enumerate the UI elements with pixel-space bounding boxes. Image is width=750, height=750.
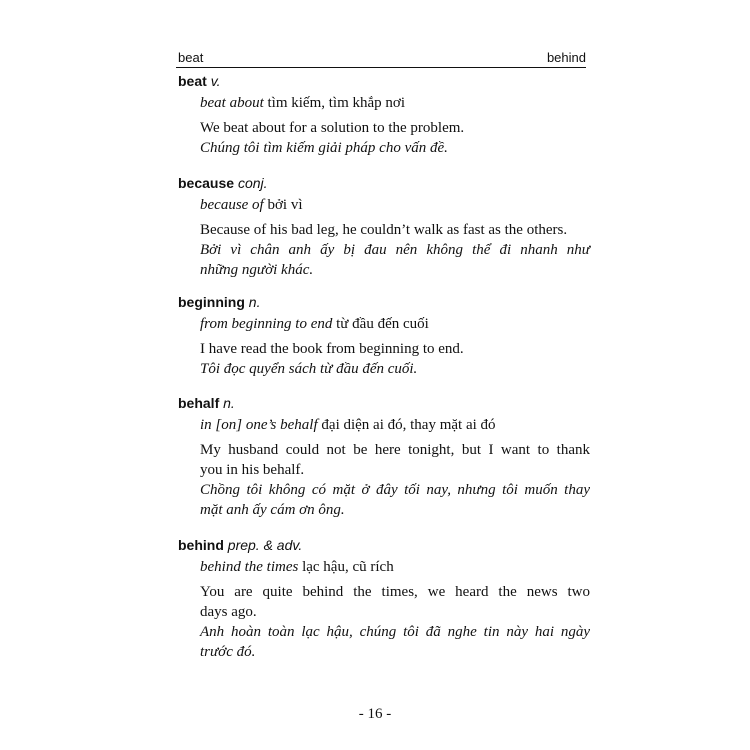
example-vietnamese-line-2: những người khác.	[200, 262, 314, 278]
example	[178, 440, 590, 520]
entry-beginning	[178, 293, 590, 379]
example	[178, 339, 590, 379]
idiom-meaning: bởi vì	[267, 197, 303, 213]
idiom-line	[178, 314, 590, 334]
header-rule	[176, 67, 586, 68]
idiom-meaning: từ đầu đến cuối	[336, 316, 429, 332]
headword-line	[178, 394, 590, 412]
part-of-speech: n.	[223, 395, 235, 411]
example-english: I have read the book from beginning to end.	[200, 341, 464, 357]
headword-line	[178, 72, 590, 90]
example-vietnamese-line-2: mặt anh ấy cám ơn ông.	[200, 502, 345, 518]
entry-behalf	[178, 394, 590, 520]
example-english-line-1: You are quite behind the times, we heard the news two	[200, 584, 590, 600]
idiom-line	[178, 93, 590, 113]
headword: behalf	[178, 395, 220, 411]
idiom-meaning: tìm kiếm, tìm khắp nơi	[267, 95, 406, 111]
idiom-phrase: because of	[200, 197, 264, 213]
idiom-phrase: from beginning to end	[200, 316, 333, 332]
idiom-phrase: in [on] one’s behalf	[200, 417, 318, 433]
example-vietnamese: Chúng tôi tìm kiếm giải pháp cho vấn đề.	[200, 140, 448, 156]
part-of-speech: n.	[248, 294, 261, 310]
idiom-line	[178, 195, 590, 215]
part-of-speech: conj.	[237, 175, 268, 191]
running-head-left: beat	[178, 50, 204, 65]
running-head	[178, 50, 586, 65]
entry-behind	[178, 536, 590, 662]
headword: beat	[178, 73, 207, 89]
example-english: We beat about for a solution to the problem.	[200, 120, 465, 136]
headword-line	[178, 536, 590, 554]
idiom-meaning: lạc hậu, cũ rích	[302, 559, 394, 575]
headword-line	[178, 174, 590, 192]
example-vietnamese-line-1: Chồng tôi không có mặt ở đây tối nay, nhưng tôi muốn thay	[200, 482, 590, 498]
example-english-line-1: My husband could not be here tonight, but I want to thank	[200, 442, 590, 458]
entry-because	[178, 174, 590, 280]
example-vietnamese-line-1: Anh hoàn toàn lạc hậu, chúng tôi đã nghe tin này hai ngày	[200, 624, 590, 640]
page-number: - 16 -	[358, 706, 392, 722]
idiom-meaning: đại diện ai đó, thay mặt ai đó	[321, 417, 496, 433]
part-of-speech: v.	[210, 73, 221, 89]
idiom-line	[178, 557, 590, 577]
entry-beat	[178, 72, 590, 158]
example-english-line-2: days ago.	[200, 604, 257, 620]
example-english-line-2: you in his behalf.	[200, 462, 305, 478]
headword: behind	[178, 537, 224, 553]
example-english: Because of his bad leg, he couldn’t walk as fast as the others.	[200, 222, 568, 238]
example-vietnamese-line-2: trước đó.	[200, 644, 256, 660]
example	[178, 118, 590, 158]
running-head-right: behind	[546, 50, 586, 65]
idiom-line	[178, 415, 590, 435]
idiom-phrase: beat about	[200, 95, 264, 111]
headword: because	[178, 175, 235, 191]
example-vietnamese: Tôi đọc quyển sách từ đầu đến cuối.	[200, 361, 418, 377]
part-of-speech: prep. & adv.	[227, 537, 303, 553]
example	[178, 582, 590, 662]
headword: beginning	[178, 294, 245, 310]
idiom-phrase: behind the times	[200, 559, 299, 575]
example	[178, 220, 590, 280]
example-vietnamese-line-1: Bởi vì chân anh ấy bị đau nên không thể đi nhanh như	[200, 242, 590, 258]
headword-line	[178, 293, 590, 311]
